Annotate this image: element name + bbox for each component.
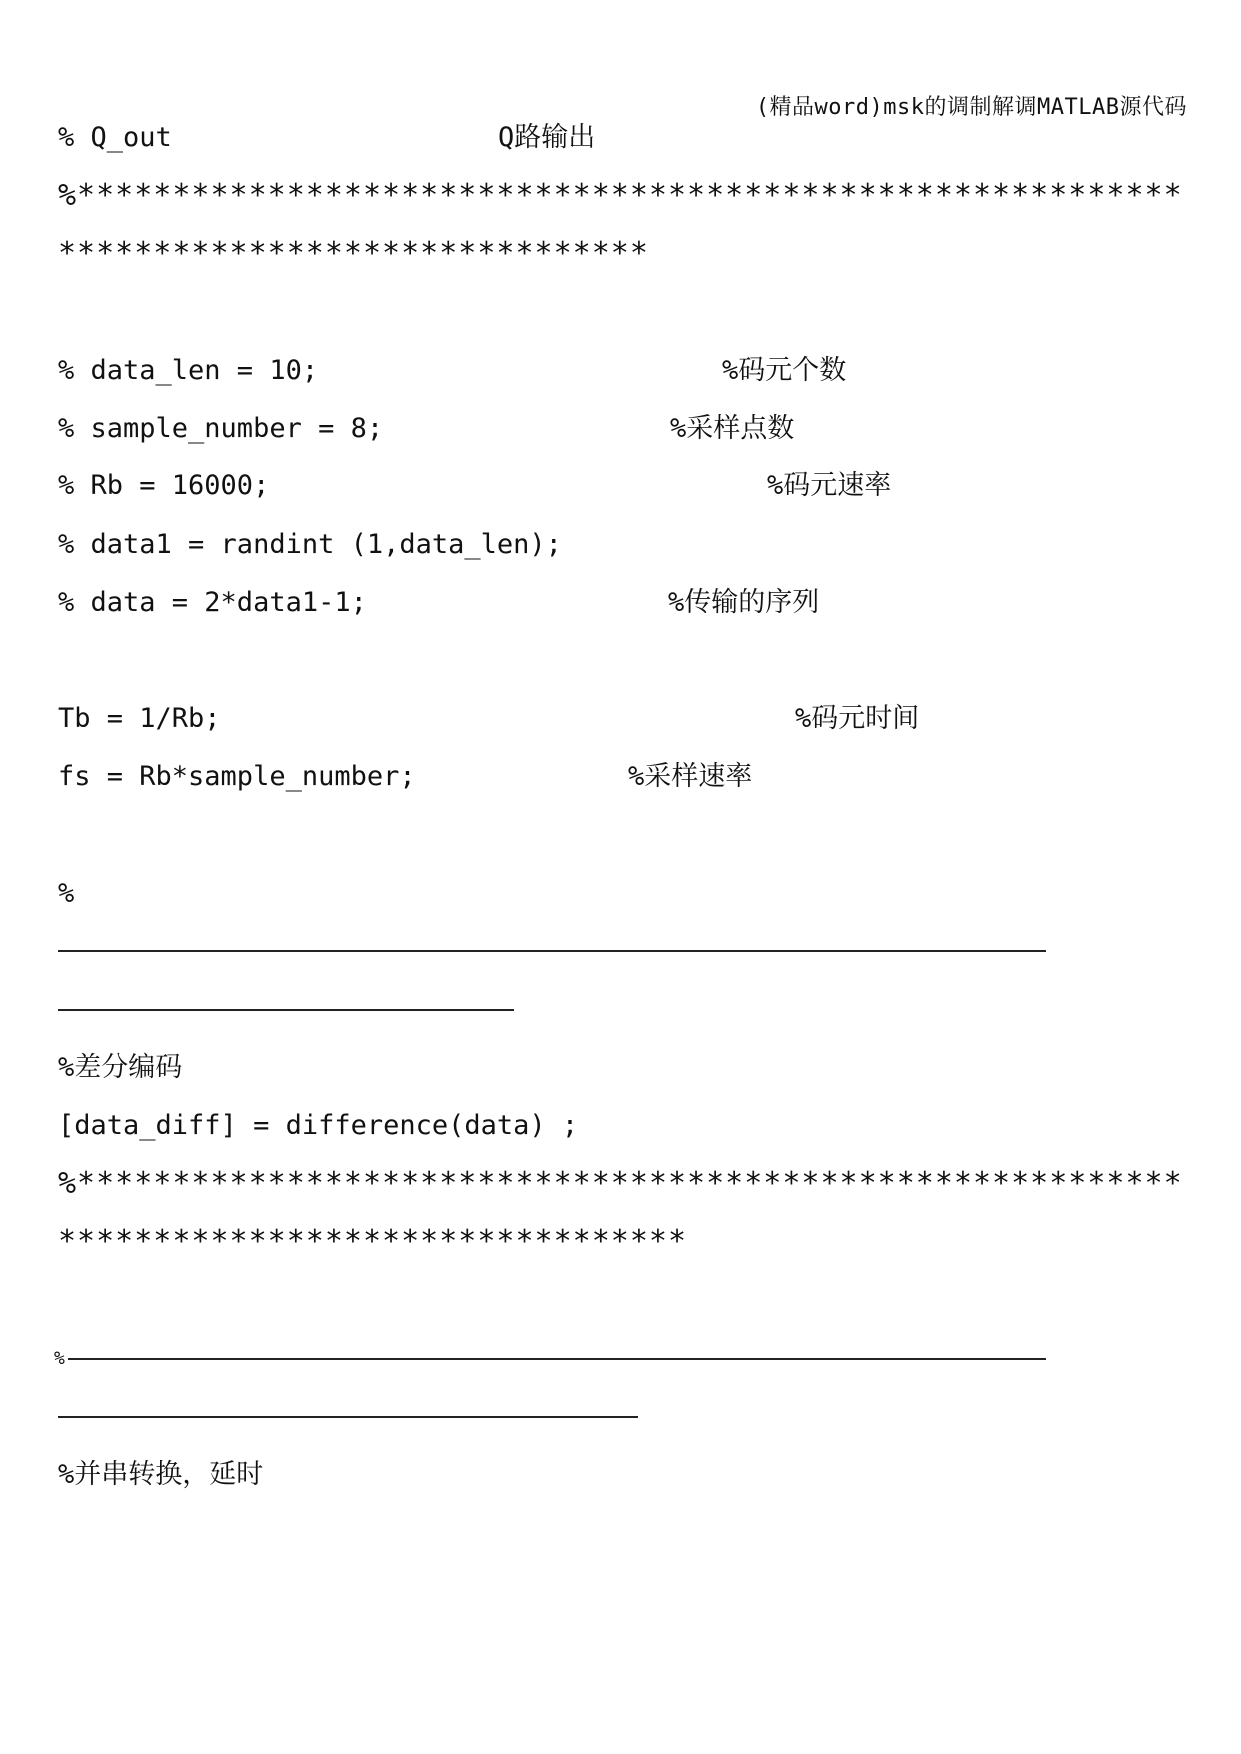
- code-line-data: % data = 2*data1-1;: [58, 587, 367, 618]
- code-line-rb: % Rb = 16000;: [58, 470, 270, 501]
- stars-separator-line: *******************************: [58, 236, 649, 271]
- comment-percent: %: [58, 878, 75, 909]
- stars-separator-line: %**********************************************************: [58, 1166, 1183, 1201]
- stars-separator-line: *********************************: [58, 1224, 688, 1259]
- comment-data: %传输的序列: [668, 587, 820, 618]
- code-line-sample-number: % sample_number = 8;: [58, 413, 384, 444]
- dash-separator-line: [68, 1358, 1046, 1360]
- comment-serial-conversion: %并串转换，延时: [58, 1459, 264, 1490]
- code-line-fs: fs = Rb*sample_number;: [58, 761, 416, 792]
- comment-sample-number: %采样点数: [670, 413, 795, 444]
- comment-data-len: %码元个数: [722, 355, 847, 386]
- comment-fs: %采样速率: [628, 761, 753, 792]
- stars-separator-line: %**********************************************************: [58, 178, 1183, 213]
- page-header: (精品word)msk的调制解调MATLAB源代码: [755, 95, 1187, 120]
- comment-tb: %码元时间: [795, 703, 920, 734]
- code-line-data1: % data1 = randint (1,data_len);: [58, 529, 562, 560]
- code-line-q-out: % Q_out: [58, 122, 172, 153]
- comment-differential-encoding: %差分编码: [58, 1052, 183, 1083]
- comment-q-out: Q路输出: [498, 122, 596, 153]
- dash-separator-line: [58, 1416, 638, 1418]
- dash-separator-line: [58, 1009, 514, 1011]
- code-line-tb: Tb = 1/Rb;: [58, 703, 221, 734]
- comment-rb: %码元速率: [767, 470, 892, 501]
- comment-percent: %: [54, 1348, 65, 1369]
- code-line-data-diff: [data_diff] = difference(data) ;: [58, 1110, 579, 1141]
- code-line-data-len: % data_len = 10;: [58, 355, 319, 386]
- dash-separator-line: [58, 950, 1046, 952]
